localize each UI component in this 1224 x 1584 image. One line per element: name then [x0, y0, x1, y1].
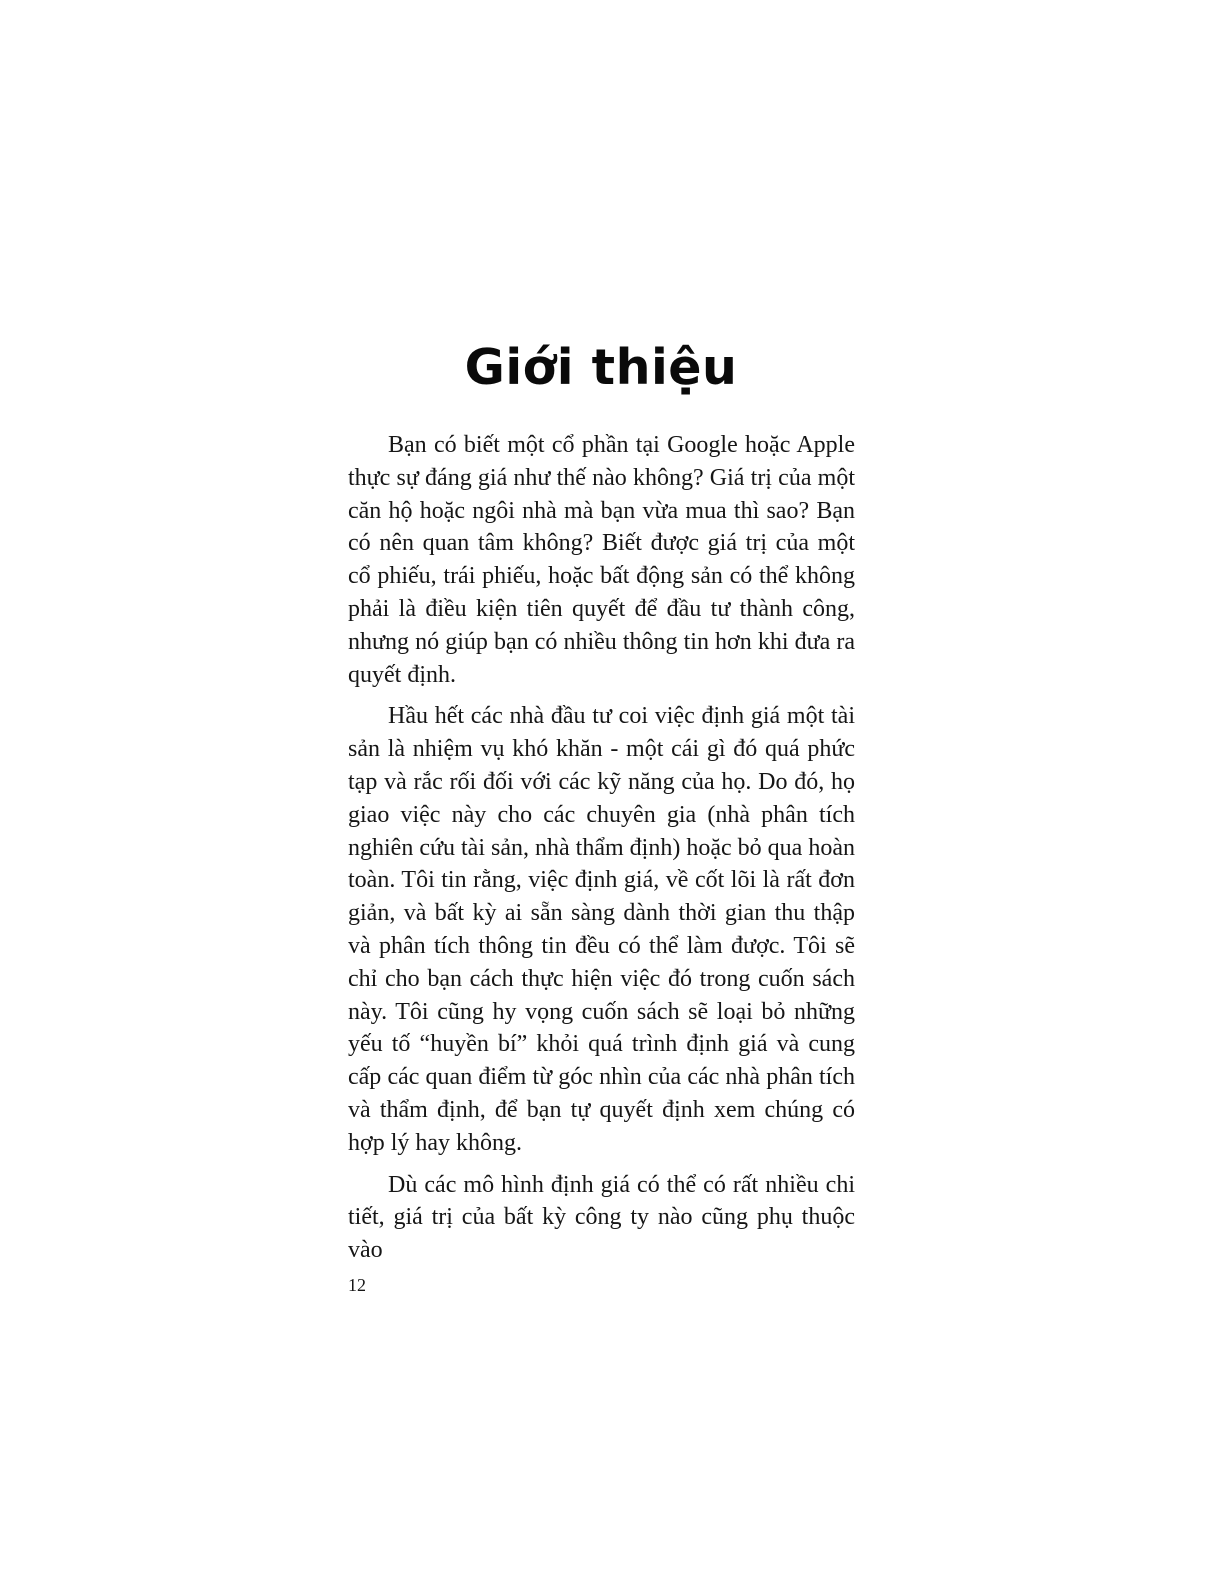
paragraph: Dù các mô hình định giá có thể có rất nhiều chi tiết, giá trị của bất kỳ công ty nào cũng phụ thuộc vào	[348, 1171, 855, 1264]
paragraph: Bạn có biết một cổ phần tại Google hoặc Apple thực sự đáng giá như thế nào không? Giá trị của một căn hộ hoặc ngôi nhà mà bạn vừa mua thì sao? Bạn có nên quan tâm không? Biết được giá trị của một cổ phiếu, trái phiếu, hoặc bất động sản có thể không phải là điều kiện tiên quyết để đầu tư thành công, nhưng nó giúp bạn có nhiều thông tin hơn khi đưa ra quyết định.	[348, 432, 855, 688]
paragraph: Hầu hết các nhà đầu tư coi việc định giá một tài sản là nhiệm vụ khó khăn - một cái gì đó quá phức tạp và rắc rối đối với các kỹ năng của họ. Do đó, họ giao việc này cho các chuyên gia (nhà phân tích nghiên cứu tài sản, nhà thẩm định) hoặc bỏ qua hoàn toàn. Tôi tin rằng, việc định giá, về cốt lõi là rất đơn giản, và bất kỳ ai sẵn sàng dành thời gian thu thập và phân tích thông tin đều có thể làm được. Tôi sẽ chỉ cho bạn cách thực hiện việc đó trong cuốn sách này. Tôi cũng hy vọng cuốn sách sẽ loại bỏ những yếu tố “huyền bí” khỏi quá trình định giá và cung cấp các quan điểm từ góc nhìn của các nhà phân tích và thẩm định, để bạn tự quyết định xem chúng có hợp lý hay không.	[348, 703, 855, 1156]
body-text	[348, 429, 855, 1276]
page-title: Giới thiệu	[464, 339, 738, 396]
page-number: 12	[348, 1275, 366, 1295]
